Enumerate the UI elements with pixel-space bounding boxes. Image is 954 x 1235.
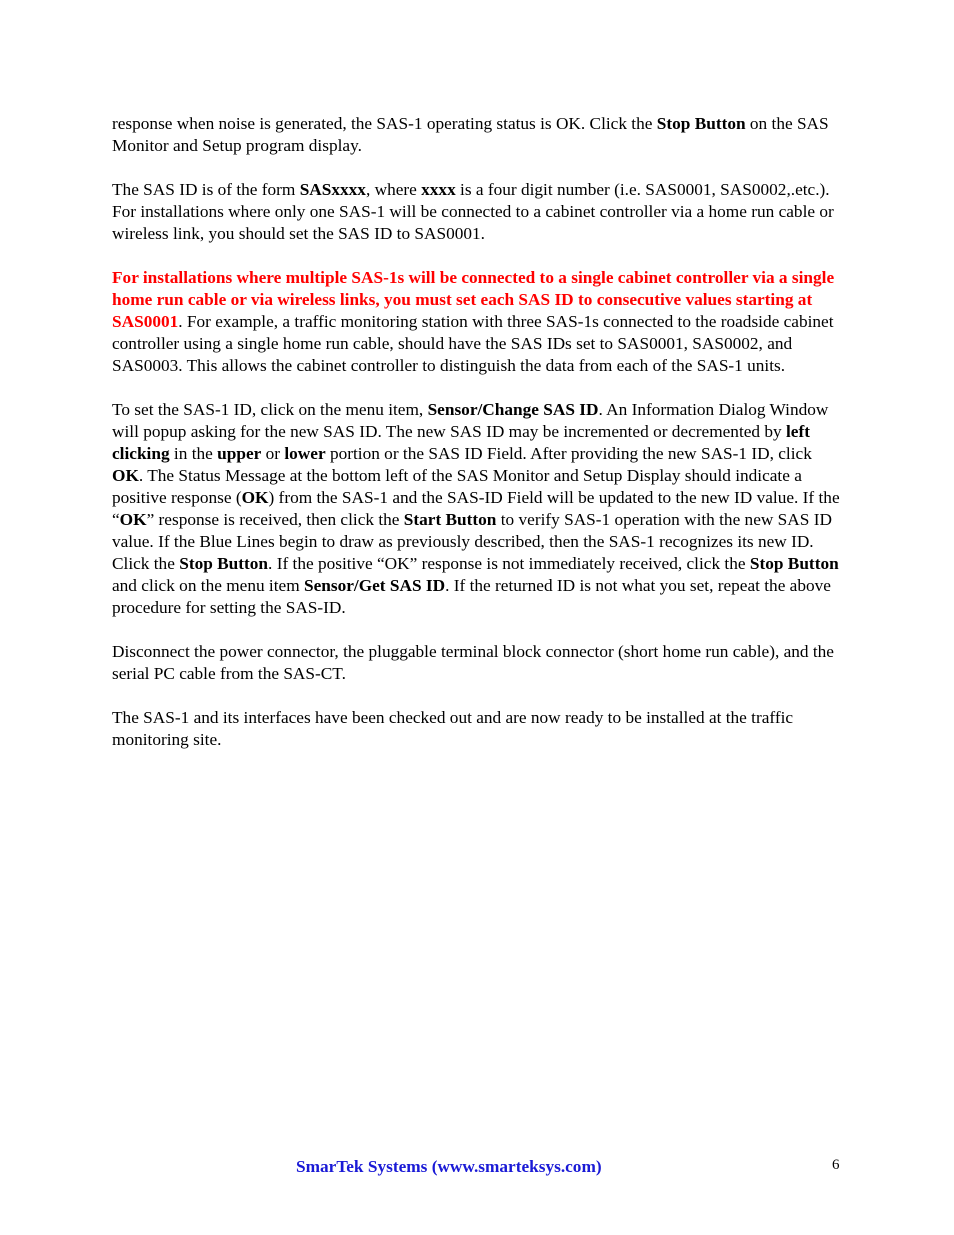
paragraph-disconnect bbox=[112, 641, 847, 685]
text-run: ” response is received, then click the bbox=[146, 510, 404, 529]
bold-run: xxxx bbox=[421, 180, 456, 199]
bold-run: SASxxxx bbox=[299, 180, 366, 199]
page-footer bbox=[0, 1157, 954, 1181]
text-run: . If the returned ID is not what you set, repeat the above procedure for setting the SAS-ID. bbox=[112, 576, 831, 617]
paragraph-sas-id-form bbox=[112, 179, 847, 245]
bold-run: Sensor/Change SAS ID bbox=[427, 400, 599, 419]
warning-text: For installations where multiple SAS-1s will be connected to a single cabinet controller via a single home run cable or via wireless links, you must set each SAS ID to consecutive values starting at SAS0001 bbox=[112, 268, 835, 331]
bold-run: Stop Button bbox=[656, 114, 746, 133]
text-run: and click on the menu item bbox=[112, 576, 304, 595]
text-run: . For example, a traffic monitoring station with three SAS-1s connected to the roadside cabinet controller using a single home run cable, should have the SAS IDs set to SAS0001, SAS0002, and SAS0003. This allows the cabinet controller to distinguish the data from each of the SAS-1 units. bbox=[112, 312, 834, 375]
text-run: Disconnect the power connector, the pluggable terminal block connector (short home run cable), and the serial PC cable from the SAS-CT. bbox=[112, 642, 834, 683]
text-run: , where bbox=[365, 180, 422, 199]
text-run: portion or the SAS ID Field. After providing the new SAS-1 ID, click bbox=[325, 444, 812, 463]
page-number: 6 bbox=[832, 1157, 840, 1173]
text-run: To set the SAS-1 ID, click on the menu item, bbox=[112, 400, 428, 419]
paragraph-stop-button bbox=[112, 113, 847, 157]
bold-run: upper bbox=[217, 444, 262, 463]
bold-run: OK bbox=[112, 466, 139, 485]
paragraph-ready bbox=[112, 707, 847, 751]
text-run: . The Status Message at the bottom left of the SAS Monitor and Setup Display should indicate a positive response ( bbox=[112, 466, 802, 507]
bold-run: Stop Button bbox=[179, 554, 269, 573]
footer-company-link: SmarTek Systems (www.smarteksys.com) bbox=[296, 1157, 602, 1176]
text-run: The SAS ID is of the form bbox=[112, 180, 300, 199]
text-run: in the bbox=[169, 444, 218, 463]
bold-run: Stop Button bbox=[749, 554, 839, 573]
text-run: on the SAS Monitor and Setup program display. bbox=[112, 114, 829, 155]
bold-run: Sensor/Get SAS ID bbox=[303, 576, 446, 595]
text-run: . An Information Dialog Window will popup asking for the new SAS ID. The new SAS ID may be incremented or decremented by bbox=[112, 400, 829, 441]
bold-run: Start Button bbox=[403, 510, 497, 529]
text-run: or bbox=[261, 444, 285, 463]
paragraph-multiple-sas bbox=[112, 267, 847, 377]
bold-run: lower bbox=[284, 444, 326, 463]
bold-run: left clicking bbox=[112, 422, 810, 463]
text-run: to verify SAS-1 operation with the new SAS ID value. If the Blue Lines begin to draw as previously described, then the SAS-1 recognizes its new ID. Click the bbox=[112, 510, 832, 573]
text-run: is a four digit number (i.e. SAS0001, SAS0002,.etc.). For installations where only one SAS-1 will be connected to a cabinet controller via a home run cable or wireless link, you should set the SAS ID to SAS0001. bbox=[112, 180, 834, 243]
bold-run: OK bbox=[119, 510, 147, 529]
document-body bbox=[112, 113, 847, 773]
paragraph-set-sas-id bbox=[112, 399, 847, 619]
bold-run: OK bbox=[241, 488, 269, 507]
text-run: The SAS-1 and its interfaces have been checked out and are now ready to be installed at the traffic monitoring site. bbox=[112, 708, 794, 749]
text-run: ) from the SAS-1 and the SAS-ID Field will be updated to the new ID value. If the “ bbox=[112, 488, 840, 529]
text-run: . If the positive “OK” response is not immediately received, click the bbox=[268, 554, 750, 573]
text-run: response when noise is generated, the SAS-1 operating status is OK. Click the bbox=[112, 114, 657, 133]
